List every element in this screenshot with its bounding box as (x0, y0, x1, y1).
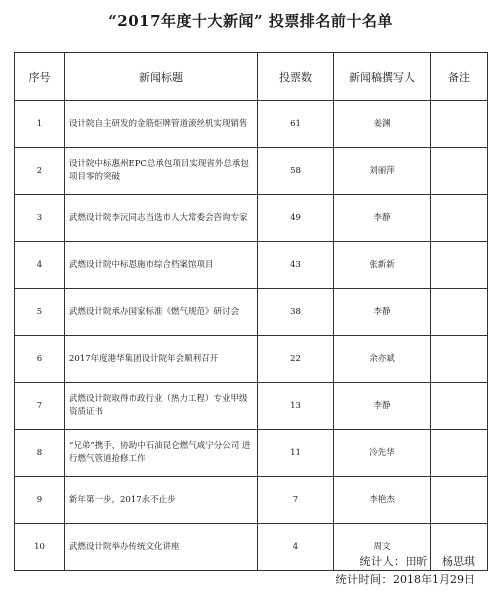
cell-note (431, 289, 488, 336)
cell-votes: 61 (258, 101, 334, 148)
cell-headline: 设计院中标惠州EPC总承包项目实现省外总承包项目零的突破 (65, 148, 258, 195)
cell-headline: 设计院自主研发的金筋炬牌管道滚丝机实现销售 (65, 101, 258, 148)
cell-rank: 10 (15, 524, 65, 571)
cell-votes: 22 (258, 336, 334, 383)
statistician-names: 田昕 杨思琪 (405, 555, 475, 568)
cell-author: 李艳杰 (334, 477, 431, 524)
cell-note (431, 195, 488, 242)
header-author: 新闻稿撰写人 (334, 53, 431, 101)
cell-rank: 2 (15, 148, 65, 195)
cell-votes: 4 (258, 524, 334, 571)
table-row (15, 289, 488, 336)
table-row (15, 336, 488, 383)
cell-rank: 7 (15, 383, 65, 430)
header-note: 备注 (431, 53, 488, 101)
cell-headline: “兄弟”携手，协助中石油昆仑燃气咸宁分公司 进行燃气管道抢修工作 (65, 430, 258, 477)
cell-author: 李静 (334, 195, 431, 242)
table-header-row (15, 53, 488, 101)
cell-note (431, 148, 488, 195)
table-row (15, 383, 488, 430)
date-line (336, 571, 476, 587)
cell-headline: 武燃设计院承办国家标准《燃气规范》研讨会 (65, 289, 258, 336)
cell-note (431, 477, 488, 524)
cell-votes: 49 (258, 195, 334, 242)
cell-votes: 7 (258, 477, 334, 524)
table-row (15, 101, 488, 148)
table-body (15, 101, 488, 571)
cell-rank: 4 (15, 242, 65, 289)
header-votes: 投票数 (258, 53, 334, 101)
cell-votes: 11 (258, 430, 334, 477)
cell-author: 姜渊 (334, 101, 431, 148)
cell-votes: 13 (258, 383, 334, 430)
cell-author: 李静 (334, 289, 431, 336)
cell-note (431, 242, 488, 289)
cell-headline: 武燃设计院取得市政行业（热力工程）专业甲级资质证书 (65, 383, 258, 430)
statistician-line (360, 553, 476, 569)
cell-note (431, 101, 488, 148)
cell-votes: 58 (258, 148, 334, 195)
cell-rank: 1 (15, 101, 65, 148)
header-rank: 序号 (15, 53, 65, 101)
document-title: “2017年度十大新闻” 投票排名前十名单 (108, 12, 393, 30)
cell-rank: 3 (15, 195, 65, 242)
statistician-label: 统计人： (359, 555, 406, 568)
cell-author: 余亦斌 (334, 336, 431, 383)
cell-rank: 8 (15, 430, 65, 477)
cell-headline: 武燃设计院举办传统文化讲座 (65, 524, 258, 571)
ranking-table (14, 52, 488, 571)
cell-author: 冷先华 (334, 430, 431, 477)
cell-votes: 38 (258, 289, 334, 336)
cell-headline: 2017年度港华集团设计院年会顺利召开 (65, 336, 258, 383)
cell-votes: 43 (258, 242, 334, 289)
cell-headline: 武燃设计院中标恩施市综合档案馆项目 (65, 242, 258, 289)
date-value: 2018年1月29日 (393, 573, 475, 586)
cell-note (431, 430, 488, 477)
table-row (15, 242, 488, 289)
cell-note (431, 336, 488, 383)
cell-author: 李静 (334, 383, 431, 430)
cell-rank: 6 (15, 336, 65, 383)
cell-author: 周文 (334, 524, 431, 571)
cell-headline: 武燃设计院李沅同志当选市人大常委会咨询专家 (65, 195, 258, 242)
table-row (15, 148, 488, 195)
cell-headline: 新年第一步，2017永不止步 (65, 477, 258, 524)
cell-author: 张新新 (334, 242, 431, 289)
table-row (15, 195, 488, 242)
cell-rank: 5 (15, 289, 65, 336)
cell-author: 刘丽萍 (334, 148, 431, 195)
header-headline: 新闻标题 (65, 53, 258, 101)
date-label: 统计时间： (335, 573, 393, 586)
cell-rank: 9 (15, 477, 65, 524)
table-row (15, 430, 488, 477)
table-row (15, 477, 488, 524)
cell-note (431, 383, 488, 430)
